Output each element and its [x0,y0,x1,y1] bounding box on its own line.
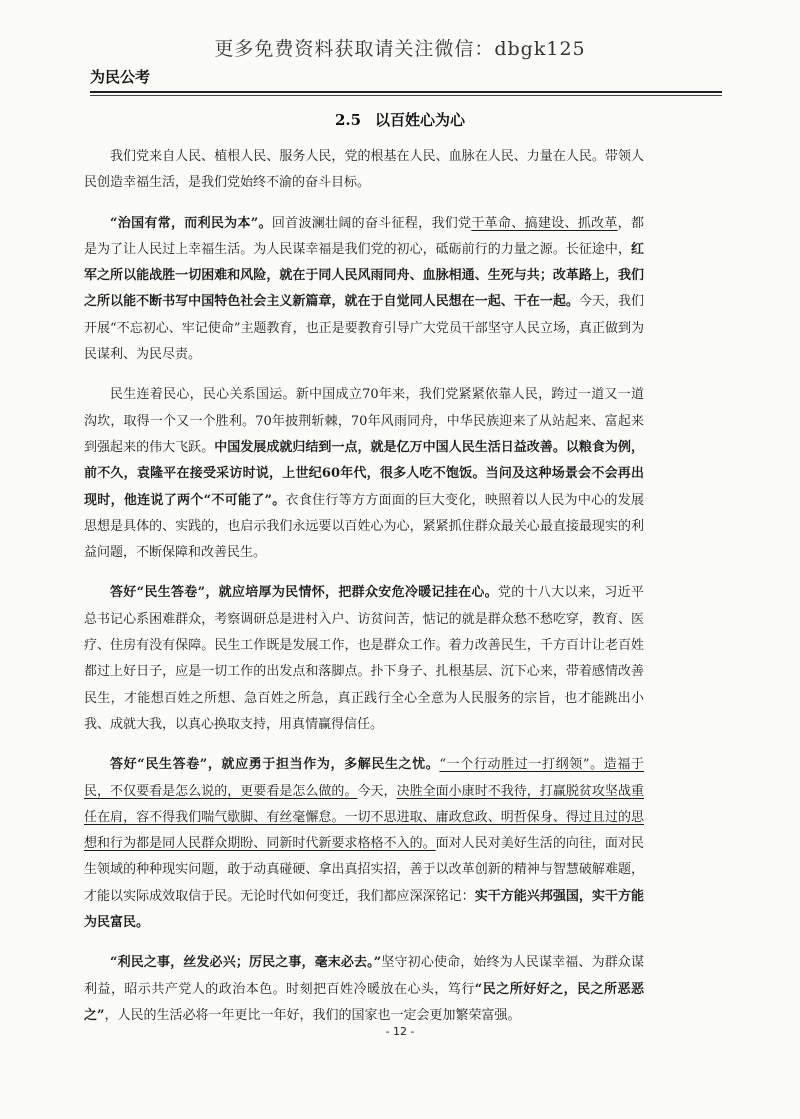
p5-text-2: 面对人民对美好生活的向往，面对民生领域的种种现实问题，敢于动真碰硬、拿出真招实招，善于以改革创新的精神与智慧破解难题，才能以实际成效取信于民。无论时代如何变迁，我们都应深深铭记： [84,836,644,904]
page-number: - 12 - [385,1025,415,1038]
p3-bold-1: 中国发展成就归结到一点，就是亿万中国人民生活日益改善。以粮食为例，前不久，袁隆平在接受采访时说，上世纪60年代，很多人吃不饱饭。当问及这种场景会不会再出现时，他连说了两个“不可能了”。 [84,439,644,508]
wechat-banner: 更多免费资料获取请关注微信：dbgk125 [214,38,586,60]
article-body [84,144,644,1043]
p6-text-2: ，人民的生活必将一年更比一年好，我们的国家也一定会更加繁荣富强。 [104,1007,521,1023]
p6-text-1: 坚守初心使命，始终为人民谋幸福、为群众谋利益，昭示共产党人的政治本色。时刻把百姓冷暖放在心头，笃行 [84,955,644,997]
p4-lead: 答好“民生答卷”，就应培厚为民情怀，把群众安危冷暖记挂在心。 [110,585,498,601]
p6-lead-quote: “利民之事，丝发必兴；厉民之事，毫末必去。” [110,955,382,971]
header-rule-thin [90,95,722,96]
p2-text-1: 回首波澜壮阔的奋斗征程，我们党 [271,215,472,231]
p5-lead: 答好“民生答卷”，就应勇于担当作为，多解民生之忧。 [110,757,440,773]
p5-underlined-2: 决胜全面小康时不我待，打赢脱贫攻坚战重任在肩，容不得我们喘气歇脚、有丝毫懈怠。一切不思进取、庸政怠政、明哲保身、得过且过的思想和行为都是同人民群众期盼、同新时代新要求格格不入的。 [84,783,644,852]
p5-bold-1: 实干方能兴邦强国，实干方能为民富民。 [84,888,644,931]
p4-text-1: 党的十八大以来，习近平总书记心系困难群众，考察调研总是进村入户、访贫问苦，惦记的就是群众愁不愁吃穿，教育、医疗、住房有没有保障。民生工作既是发展工作，也是群众工作。着力改善民生，千方百计让老百姓都过上好日子，应是一切工作的出发点和落脚点。扑下身子、扎根基层、沉下心来，带着感情改善民生，才能想百姓之所想、急百姓之所急，真正践行全心全意为人民服务的宗旨，也才能跳出小我、成就大我，以真心换取支持，用真情赢得信任。 [84,585,644,732]
brand-label: 为民公考 [90,68,151,86]
p2-underlined-1: 干革命、搞建设、抓改革 [471,215,618,231]
section-title-text: 以百姓心为心 [375,111,466,129]
paragraph-5 [84,752,644,936]
section-number: 2.5 [334,111,362,129]
paragraph-3 [84,382,644,566]
p3-text-2: 衣食住行等方方面面的巨大变化，映照着以人民为中心的发展思想是具体的、实践的，也启示我们永远要以百姓心为心，紧紧抓住群众最关心最直接最现实的利益问题，不断保障和改善民生。 [84,492,644,561]
p6-bold-1: “民之所好好之，民之所恶恶之” [84,981,644,1023]
p5-underlined-1: “一个行动胜过一打纲领”。造福于民，不仅要看是怎么说的，更要看是怎么做的。 [84,757,644,799]
p3-text-1: 民生连着民心，民心关系国运。新中国成立70年来，我们党紧紧依靠人民，跨过一道又一道沟坎，取得一个又一个胜利。70年披荆斩棘，70年风雨同舟，中华民族迎来了从站起来、富起来到强起来的伟大飞跃。 [84,387,644,455]
paragraph-6 [84,950,644,1029]
header-rule-thick [90,91,722,93]
section-title [0,109,800,130]
p2-text-3: 今天，我们开展“不忘初心、牢记使命”主题教育，也正是要教育引导广大党员干部坚守人民立场，真正做到为民谋利、为民尽责。 [84,294,644,363]
p5-text-1: 今天， [357,783,397,799]
paragraph-1: 我们党来自人民、植根人民、服务人民，党的根基在人民、血脉在人民、力量在人民。带领人民创造幸福生活，是我们党始终不渝的奋斗目标。 [84,149,644,191]
paragraph-4 [84,580,644,738]
p2-lead-quote: “治国有常，而利民为本”。 [110,215,272,231]
p2-text-2: ，都是为了让人民过上幸福生活。为人民谋幸福是我们党的初心，砥砺前行的力量之源。长征途中， [84,215,644,257]
paragraph-2 [84,211,644,369]
p2-bold-1: 红军之所以能战胜一切困难和风险，就在于同人民风雨同舟、血脉相通、生死与共；改革路上，我们之所以能不断书写中国特色社会主义新篇章，就在于自觉同人民想在一起、干在一起。 [84,241,644,310]
